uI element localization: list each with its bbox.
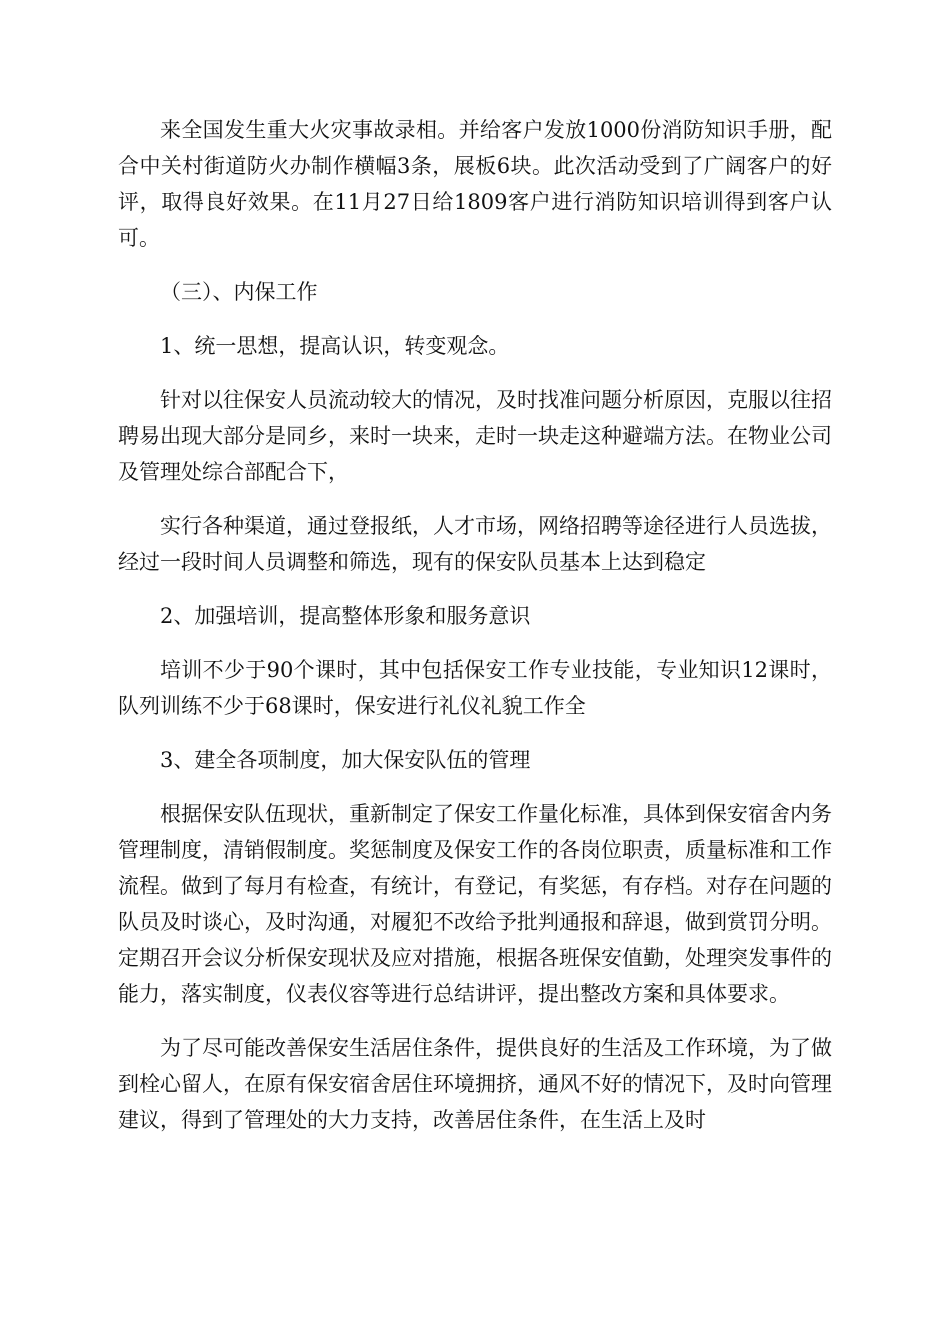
paragraph-living-conditions: 为了尽可能改善保安生活居住条件，提供良好的生活及工作环境，为了做到栓心留人，在原有保安宿舍居住环境拥挤，通风不好的情况下，及时向管理建议，得到了管理处的大力支持，改善居住条件，在生活上及时 [118, 1036, 832, 1132]
subheading-unify-thinking: 1、统一思想，提高认识，转变观念。 [160, 334, 510, 358]
paragraph-regulations: 根据保安队伍现状，重新制定了保安工作量化标准，具体到保安宿舍内务管理制度，清销假制度。奖惩制度及保安工作的各岗位职责，质量标准和工作流程。做到了每月有检查，有统计，有登记，有奖惩，有存档。对存在问题的队员及时谈心，及时沟通，对履犯不改给予批判通报和辞退，做到赏罚分明。定期召开会议分析保安现状及应对措施，根据各班保安值勤，处理突发事件的能力，落实制度，仪表仪容等进行总结讲评，提出整改方案和具体要求。 [118, 802, 832, 1006]
paragraph-fire-safety: 来全国发生重大火灾事故录相。并给客户发放1000份消防知识手册，配合中关村街道防火办制作横幅3条，展板6块。此次活动受到了广阔客户的好评，取得良好效果。在11月27日给1809客户进行消防知识培训得到客户认可。 [118, 118, 832, 250]
paragraph-training-hours: 培训不少于90个课时，其中包括保安工作专业技能，专业知识12课时，队列训练不少于68课时，保安进行礼仪礼貌工作全 [118, 658, 832, 718]
section-heading-internal-security: （三）、内保工作 [160, 280, 318, 304]
subheading-regulations: 3、建全各项制度，加大保安队伍的管理 [160, 748, 531, 772]
paragraph-recruitment: 实行各种渠道，通过登报纸，人才市场，网络招聘等途径进行人员选拔，经过一段时间人员调整和筛选，现有的保安队员基本上达到稳定 [118, 514, 832, 574]
document-body [118, 112, 832, 1156]
subheading-training: 2、加强培训，提高整体形象和服务意识 [160, 604, 531, 628]
paragraph-staff-turnover: 针对以往保安人员流动较大的情况，及时找准问题分析原因，克服以往招聘易出现大部分是同乡，来时一块来，走时一块走这种避端方法。在物业公司及管理处综合部配合下， [118, 388, 832, 484]
